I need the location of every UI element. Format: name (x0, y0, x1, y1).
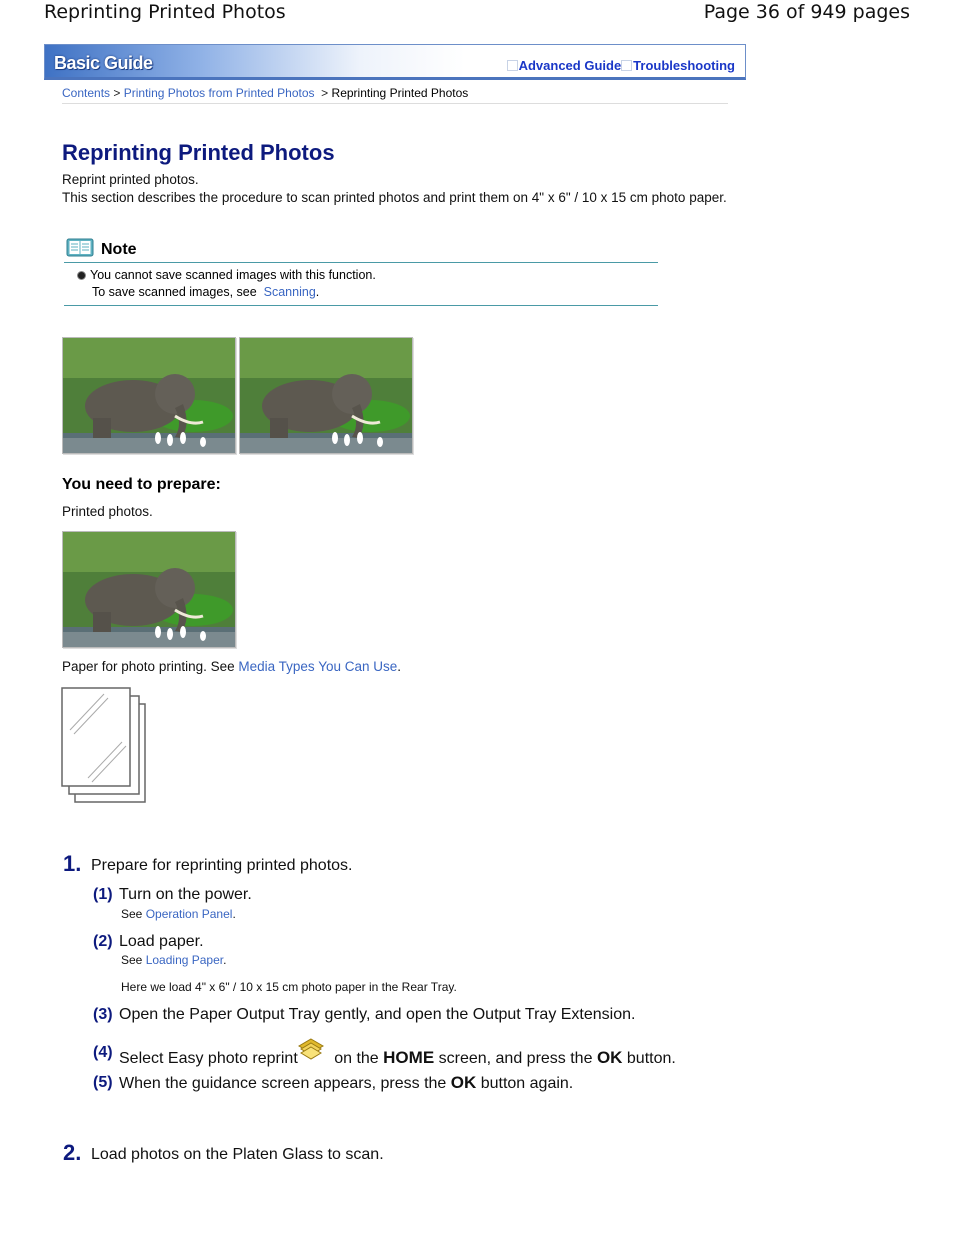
basic-guide-logo: Basic Guide (54, 53, 153, 73)
substep-4-part-a: Select Easy photo reprint (119, 1050, 298, 1067)
intro-line-1: Reprint printed photos. (62, 172, 199, 187)
square-icon (621, 60, 632, 71)
media-types-link[interactable]: Media Types You Can Use (238, 659, 398, 674)
paper-prefix: Paper for photo printing. See (62, 659, 235, 674)
note-header (64, 236, 658, 263)
substep-1-number: (1) (93, 886, 113, 903)
printed-photo-image (62, 531, 236, 648)
page-title: Reprinting Printed Photos (62, 140, 335, 165)
substep-2-number: (2) (93, 933, 113, 950)
substep-5-text (119, 1073, 573, 1093)
book-note-icon (66, 237, 94, 257)
substep-2-see (121, 953, 226, 967)
breadcrumb-parent-link[interactable]: Printing Photos from Printed Photos (123, 86, 315, 100)
breadcrumb-current: Reprinting Printed Photos (331, 86, 469, 100)
step-2-text: Load photos on the Platen Glass to scan. (91, 1146, 384, 1163)
ok-label: OK (450, 1073, 477, 1092)
breadcrumb-separator: > (321, 86, 329, 100)
step-1-number: 1. (63, 851, 82, 876)
loading-paper-link[interactable]: Loading Paper (145, 953, 224, 967)
ok-label: OK (596, 1048, 623, 1067)
elephant-photo-reprint (239, 337, 413, 454)
elephant-image (63, 338, 236, 454)
see-suffix: . (223, 953, 227, 967)
note-line-2-suffix: . (315, 284, 320, 299)
substep-4-text (119, 1037, 676, 1068)
see-suffix: . (232, 907, 236, 921)
elephant-photo-original (62, 337, 236, 454)
note-line-2-prefix: To save scanned images, see (92, 284, 257, 299)
troubleshooting-link[interactable] (621, 58, 735, 73)
scanning-link[interactable]: Scanning (263, 284, 316, 299)
substep-5-part-a: When the guidance screen appears, press the (119, 1075, 447, 1092)
elephant-image (240, 338, 413, 454)
operation-panel-link[interactable]: Operation Panel (145, 907, 233, 921)
note-box (64, 236, 658, 306)
photo-paper-icon (60, 686, 150, 806)
prepare-heading: You need to prepare: (62, 476, 221, 493)
troubleshooting-label: Troubleshooting (633, 58, 735, 73)
guide-links (507, 58, 735, 73)
substep-4-part-d: button. (626, 1050, 676, 1067)
bullet-icon (77, 271, 86, 280)
breadcrumb-contents-link[interactable]: Contents (62, 86, 111, 100)
see-label: See (121, 907, 143, 921)
substep-4-number: (4) (93, 1044, 113, 1061)
step-1-text: Prepare for reprinting printed photos. (91, 857, 353, 874)
easy-photo-reprint-icon (298, 1037, 324, 1061)
note-body (77, 267, 376, 300)
see-label: See (121, 953, 143, 967)
substep-4-part-b: on the (334, 1050, 379, 1067)
substep-2-extra: Here we load 4" x 6" / 10 x 15 cm photo paper in the Rear Tray. (121, 980, 457, 994)
substep-4-part-c: screen, and press the (438, 1050, 593, 1067)
intro-line-2: This section describes the procedure to scan printed photos and print them on 4" x 6" / 10 x 15 cm photo paper. (62, 189, 727, 205)
prepare-item-paper (62, 659, 401, 674)
substep-3-number: (3) (93, 1006, 113, 1023)
paper-suffix: . (397, 659, 402, 674)
elephant-image (63, 532, 236, 648)
substep-1-see (121, 907, 236, 921)
breadcrumb-separator: > (113, 86, 121, 100)
square-icon (507, 60, 518, 71)
substep-1-text: Turn on the power. (119, 886, 252, 903)
breadcrumb (62, 86, 728, 104)
substep-3-text: Open the Paper Output Tray gently, and open the Output Tray Extension. (119, 1006, 636, 1023)
prepare-item-printed-photos: Printed photos. (62, 504, 153, 519)
advanced-guide-label: Advanced Guide (518, 58, 622, 73)
document-title: Reprinting Printed Photos (44, 1, 286, 23)
step-2-number: 2. (63, 1140, 82, 1165)
page-header (0, 0, 954, 28)
intro-text (62, 171, 742, 206)
note-line-1: You cannot save scanned images with this function. (90, 268, 376, 282)
substep-5-number: (5) (93, 1074, 113, 1091)
guide-navigation-bar (44, 44, 746, 80)
substep-5-part-b: button again. (480, 1075, 574, 1092)
substep-2-text: Load paper. (119, 933, 204, 950)
note-label: Note (101, 241, 137, 258)
advanced-guide-link[interactable] (507, 58, 622, 73)
home-label: HOME (383, 1048, 435, 1067)
page-number: Page 36 of 949 pages (703, 1, 910, 23)
